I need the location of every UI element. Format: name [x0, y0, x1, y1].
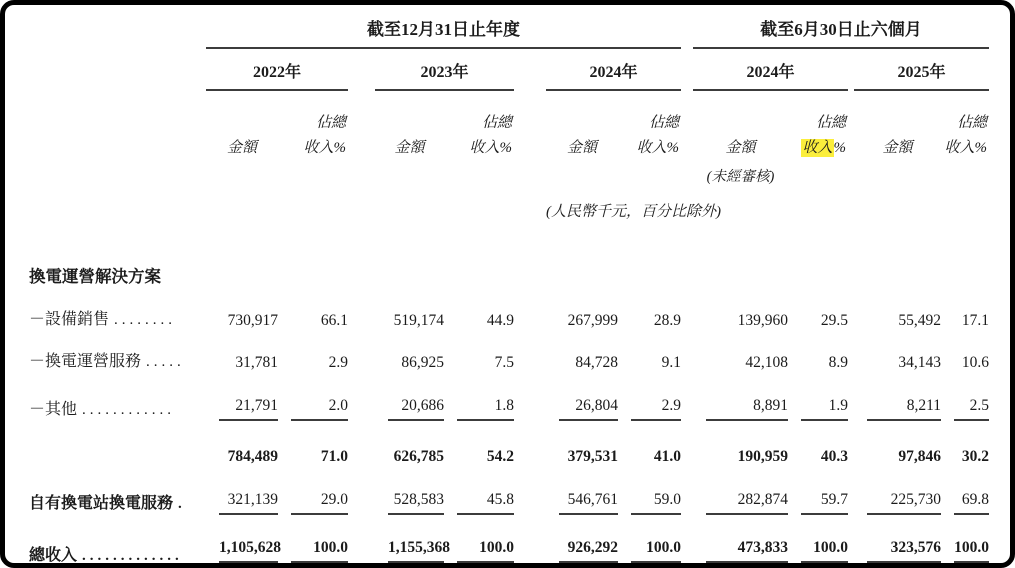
pct-cell: 30.2	[961, 448, 990, 465]
dot-leader: ............	[82, 402, 176, 418]
amount-header: 金額	[226, 140, 257, 156]
table-row	[29, 331, 989, 373]
amount-header: 金額	[882, 140, 913, 156]
pct-cell: 2.0	[278, 373, 348, 421]
pct-cell: 1.8	[444, 373, 514, 421]
pct-cell: 2.9	[328, 354, 348, 371]
pct-cell: 54.2	[486, 448, 514, 465]
amount-cell: 190,959	[737, 448, 788, 465]
amount-cell: 282,874	[693, 467, 788, 515]
row-label: 換電運營解決方案	[29, 267, 161, 286]
pct-header: 收入%	[303, 140, 346, 156]
pct-cell: 100.0	[618, 515, 681, 567]
dot-leader: ........	[114, 312, 177, 328]
pct-cell: 44.9	[486, 312, 514, 329]
year-row	[29, 48, 989, 90]
amount-cell: 321,139	[206, 467, 278, 515]
table-row	[29, 467, 989, 515]
amount-cell: 8,211	[854, 373, 941, 421]
pct-cell: 59.0	[618, 467, 681, 515]
unit-note-row	[29, 186, 989, 231]
year-2023: 2023年	[375, 48, 514, 90]
unaudited-note: (未經審核)	[706, 169, 775, 185]
amount-cell: 784,489	[227, 448, 278, 465]
year-2025-interim: 2025年	[854, 48, 989, 90]
pct-cell: 7.5	[494, 354, 514, 371]
table-row	[29, 515, 989, 567]
amount-cell	[854, 231, 941, 289]
pct-cell: 69.8	[941, 467, 989, 515]
pct-header-highlighted: 收入%	[802, 140, 846, 156]
table-row	[29, 289, 989, 331]
table-body	[29, 231, 989, 567]
amount-cell: 84,728	[575, 354, 618, 371]
pct-header-top: 佔總	[815, 115, 846, 131]
amount-cell: 20,686	[375, 373, 444, 421]
period-group-annual: 截至12月31日止年度	[206, 9, 681, 48]
pct-cell: 66.1	[320, 312, 348, 329]
row-label: 總收入 .............	[29, 547, 183, 564]
amount-cell: 55,492	[898, 312, 941, 329]
unit-note: (人民幣千元，百分比除外)	[546, 204, 721, 220]
amount-cell	[375, 231, 444, 289]
amount-cell: 1,105,628	[206, 515, 278, 567]
amount-cell: 21,791	[206, 373, 278, 421]
pct-cell: 29.0	[278, 467, 348, 515]
amount-cell: 528,583	[375, 467, 444, 515]
year-2024: 2024年	[546, 48, 681, 90]
amount-cell	[693, 231, 788, 289]
amount-cell: 473,833	[693, 515, 788, 567]
row-label: －換電運營服務 .....	[29, 353, 185, 370]
amount-cell: 86,925	[401, 354, 444, 371]
pct-cell: 8.9	[828, 354, 848, 371]
year-2024-interim: 2024年	[693, 48, 848, 90]
amount-cell: 267,999	[567, 312, 618, 329]
highlight-mark: 收入	[802, 140, 833, 156]
amount-cell: 97,846	[898, 448, 941, 465]
pct-cell: 100.0	[444, 515, 514, 567]
pct-header-top: 佔總	[481, 115, 512, 131]
pct-cell: 2.5	[941, 373, 989, 421]
pct-cell	[941, 231, 989, 289]
pct-header: 收入%	[944, 140, 988, 156]
amount-cell: 730,917	[227, 312, 278, 329]
amount-cell: 31,781	[235, 354, 278, 371]
pct-cell	[788, 231, 848, 289]
revenue-breakdown-table	[29, 9, 989, 567]
amount-cell: 519,174	[393, 312, 444, 329]
pct-cell: 45.8	[444, 467, 514, 515]
period-group-interim: 截至6月30日止六個月	[693, 9, 989, 48]
table-row	[29, 231, 989, 289]
pct-header-top: 佔總	[957, 115, 988, 131]
pct-cell: 100.0	[941, 515, 989, 567]
pct-cell: 71.0	[320, 448, 348, 465]
pct-header-top-row	[29, 90, 989, 132]
table-row	[29, 421, 989, 467]
dot-leader: .....	[146, 354, 185, 370]
amount-header: 金額	[725, 140, 756, 156]
pct-header: 收入%	[636, 140, 679, 156]
pct-cell: 100.0	[278, 515, 348, 567]
row-label: 自有換電站換電服務 .	[29, 495, 186, 512]
table-row	[29, 373, 989, 421]
amount-cell: 926,292	[546, 515, 618, 567]
unaudited-row	[29, 159, 989, 186]
amount-cell: 139,960	[737, 312, 788, 329]
amount-cell: 626,785	[393, 448, 444, 465]
amount-cell: 379,531	[567, 448, 618, 465]
amount-cell: 323,576	[854, 515, 941, 567]
amount-cell: 546,761	[546, 467, 618, 515]
amount-cell: 8,891	[693, 373, 788, 421]
pct-cell: 9.1	[661, 354, 681, 371]
row-label: －其他 ............	[29, 401, 176, 418]
pct-header: 收入%	[469, 140, 512, 156]
period-group-row	[29, 9, 989, 48]
pct-cell: 10.6	[961, 354, 990, 371]
amount-cell	[546, 231, 618, 289]
pct-cell	[444, 231, 514, 289]
year-2022: 2022年	[206, 48, 348, 90]
pct-header-top: 佔總	[315, 115, 346, 131]
pct-header-top: 佔總	[648, 115, 679, 131]
dot-leader: .............	[82, 548, 183, 564]
pct-cell: 29.5	[820, 312, 848, 329]
amount-cell: 34,143	[898, 354, 941, 371]
amount-cell: 1,155,368	[375, 515, 444, 567]
amount-cell: 42,108	[745, 354, 788, 371]
pct-cell: 2.9	[618, 373, 681, 421]
amount-cell	[206, 231, 278, 289]
pct-cell	[618, 231, 681, 289]
pct-cell: 1.9	[788, 373, 848, 421]
column-header-row	[29, 132, 989, 159]
amount-cell: 225,730	[854, 467, 941, 515]
pct-cell: 100.0	[788, 515, 848, 567]
pct-cell: 28.9	[653, 312, 681, 329]
dot-leader: .	[178, 496, 186, 512]
pct-cell: 40.3	[820, 448, 848, 465]
amount-header: 金額	[394, 140, 425, 156]
pct-cell: 59.7	[788, 467, 848, 515]
amount-header: 金額	[566, 140, 597, 156]
pct-cell: 17.1	[961, 312, 990, 329]
pct-cell: 41.0	[653, 448, 681, 465]
row-label	[29, 421, 206, 467]
row-label: －設備銷售 ........	[29, 311, 177, 328]
pct-cell	[278, 231, 348, 289]
amount-cell: 26,804	[546, 373, 618, 421]
